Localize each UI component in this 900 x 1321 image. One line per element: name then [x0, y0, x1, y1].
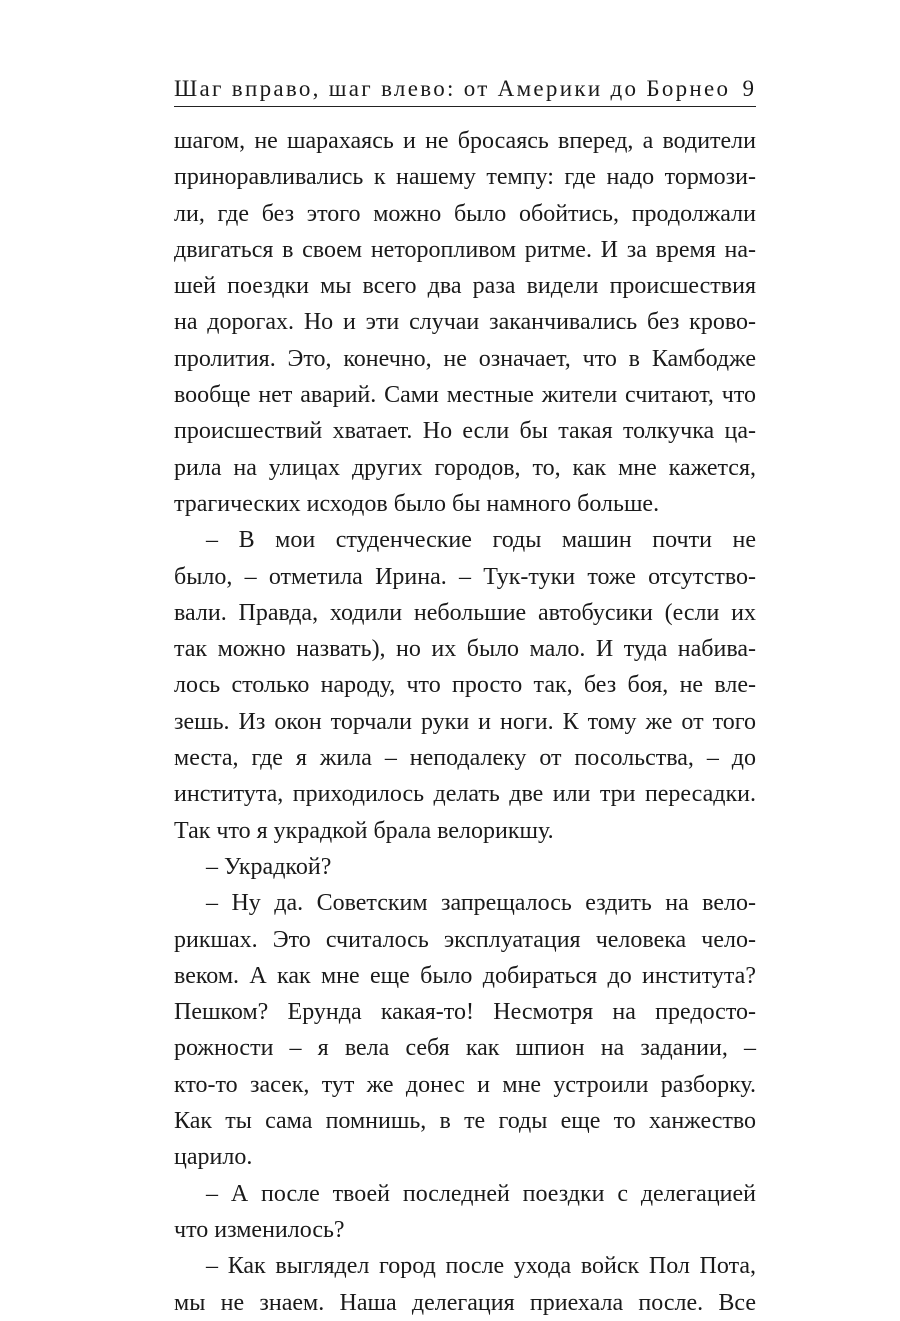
text-line: зешь. Из окон торчали руки и ноги. К тому же от того: [174, 708, 756, 735]
text-line: рикшах. Это считалось эксплуатация человека чело-: [174, 926, 756, 953]
text-line: кто-то засек, тут же донес и мне устроили разборку.: [174, 1071, 756, 1098]
text-line: – В мои студенческие годы машин почти не: [206, 527, 756, 554]
text-line: трагических исходов было бы намного больше.: [174, 490, 660, 517]
text-line: что изменилось?: [174, 1216, 345, 1243]
text-line: – Как выглядел город после ухода войск Пол Пота,: [206, 1253, 756, 1280]
text-line: института, приходилось делать две или три пересадки.: [174, 781, 756, 808]
text-line: лось столько народу, что просто так, без боя, не влe-: [174, 672, 756, 699]
header-rule: [174, 106, 756, 107]
running-title: Шаг вправо, шаг влево: от Америки до Борнео: [174, 76, 731, 101]
text-line: Как ты сама помнишь, в те годы еще то ханжество: [174, 1108, 756, 1135]
text-line: вообще нет аварий. Сами местные жители считают, что: [174, 382, 756, 409]
text-line: пролития. Это, конечно, не означает, что в Камбодже: [174, 345, 756, 372]
text-line: места, где я жила – неподалеку от посольства, – до: [174, 745, 756, 772]
body-text: [174, 123, 756, 1321]
text-line: рила на улицах других городов, то, как мне кажется,: [174, 454, 756, 481]
text-line: шагом, не шарахаясь и не бросаясь вперед, а водители: [174, 128, 756, 154]
text-line: – Ну да. Советским запрещалось ездить на вело-: [206, 890, 756, 917]
text-line: – А после твоей последней поездки с делегацией: [206, 1180, 756, 1207]
text-line: Пешком? Ерунда какая-то! Несмотря на предосто-: [174, 999, 756, 1026]
text-line: шей поездки мы всего два раза видели происшествия: [174, 273, 756, 300]
text-line: приноравливались к нашему темпу: где надо тормози-: [174, 164, 756, 191]
text-line: ли, где без этого можно было обойтись, продолжали: [174, 200, 756, 227]
text-line: царило.: [174, 1144, 253, 1171]
text-line: Так что я украдкой брала велорикшу.: [174, 817, 554, 844]
text-line: на дорогах. Но и эти случаи заканчивались без крово-: [174, 309, 756, 336]
text-line: так можно назвать), но их было мало. И туда набива-: [174, 636, 756, 663]
text-line: веком. А как мне еще было добираться до института?: [174, 962, 756, 989]
page-number: 9: [742, 76, 754, 101]
running-header: [174, 68, 756, 102]
text-line: рожности – я вела себя как шпион на задании, –: [174, 1035, 756, 1062]
text-line: мы не знаем. Наша делегация приехала после. Все: [174, 1289, 756, 1316]
text-line: двигаться в своем неторопливом ритме. И за время на-: [174, 236, 756, 263]
text-line: было, – отметила Ирина. – Тук-туки тоже отсутство-: [174, 563, 756, 590]
text-line: – Украдкой?: [206, 853, 332, 880]
text-line: вали. Правда, ходили небольшие автобусики (если их: [174, 599, 756, 626]
text-line: происшествий хватает. Но если бы такая толкучка ца-: [174, 418, 756, 445]
